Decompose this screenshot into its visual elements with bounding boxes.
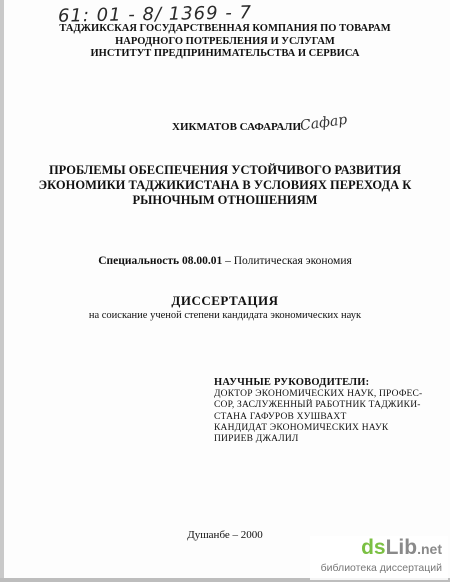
logo-lib: Lib — [385, 536, 418, 559]
title-line-3: РЫНОЧНЫМ ОТНОШЕНИЯМ — [132, 193, 318, 207]
institution-line-3: ИНСТИТУТ ПРЕДПРИНИМАТЕЛЬСТВА И СЕРВИСА — [90, 48, 360, 59]
institution-line-1: ТАДЖИКСКАЯ ГОСУДАРСТВЕННАЯ КОМПАНИЯ ПО ТОВАРАМ — [59, 23, 391, 34]
watermark-caption: библиотека диссертаций — [320, 562, 442, 574]
author-name: ХИКМАТОВ САФАРАЛИ — [172, 121, 302, 133]
supervisor-line: ДОКТОР ЭКОНОМИЧЕСКИХ НАУК, ПРОФЕС- — [214, 389, 423, 400]
institution-header — [0, 23, 450, 61]
watermark-logo[interactable] — [361, 536, 442, 560]
title-line-1: ПРОБЛЕМЫ ОБЕСПЕЧЕНИЯ УСТОЙЧИВОГО РАЗВИТИЯ — [48, 163, 402, 177]
supervisors-heading: НАУЧНЫЕ РУКОВОДИТЕЛИ: — [214, 377, 370, 388]
specialty-code: Специальность 08.00.01 — [98, 255, 223, 267]
dissertation-heading: ДИССЕРТАЦИЯ — [171, 293, 279, 308]
dissertation-subtitle: на соискание ученой степени кандидата экономических наук — [88, 310, 362, 321]
city-year: Душанбе – 2000 — [187, 529, 263, 541]
supervisor-line: СОР, ЗАСЛУЖЕННЫЙ РАБОТНИК ТАДЖИКИ- — [214, 400, 421, 411]
dissertation-title — [0, 163, 450, 208]
supervisor-line: ПИРИЕВ ДЖАЛИЛ — [214, 434, 299, 445]
logo-net: .net — [417, 541, 442, 557]
logo-ds: ds — [361, 536, 386, 559]
author-signature: Сафар — [299, 111, 349, 135]
specialty-name: – Политическая экономия — [222, 255, 352, 267]
supervisors-block — [214, 377, 422, 445]
supervisor-line: СТАНА ГАФУРОВ ХУШВАХТ — [214, 411, 347, 422]
specialty-line — [0, 255, 450, 267]
scan-left-edge — [0, 0, 4, 582]
handwritten-catalog-code: 61: 01 - 8/ 1369 - 7 — [57, 2, 253, 27]
title-line-2: ЭКОНОМИКИ ТАДЖИКИСТАНА В УСЛОВИЯХ ПЕРЕХОДА К — [38, 178, 412, 192]
institution-line-2: НАРОДНОГО ПОТРЕБЛЕНИЯ И УСЛУГАМ — [115, 35, 335, 47]
supervisor-line: КАНДИДАТ ЭКОНОМИЧЕСКИХ НАУК — [214, 422, 389, 433]
watermark[interactable] — [310, 536, 448, 580]
